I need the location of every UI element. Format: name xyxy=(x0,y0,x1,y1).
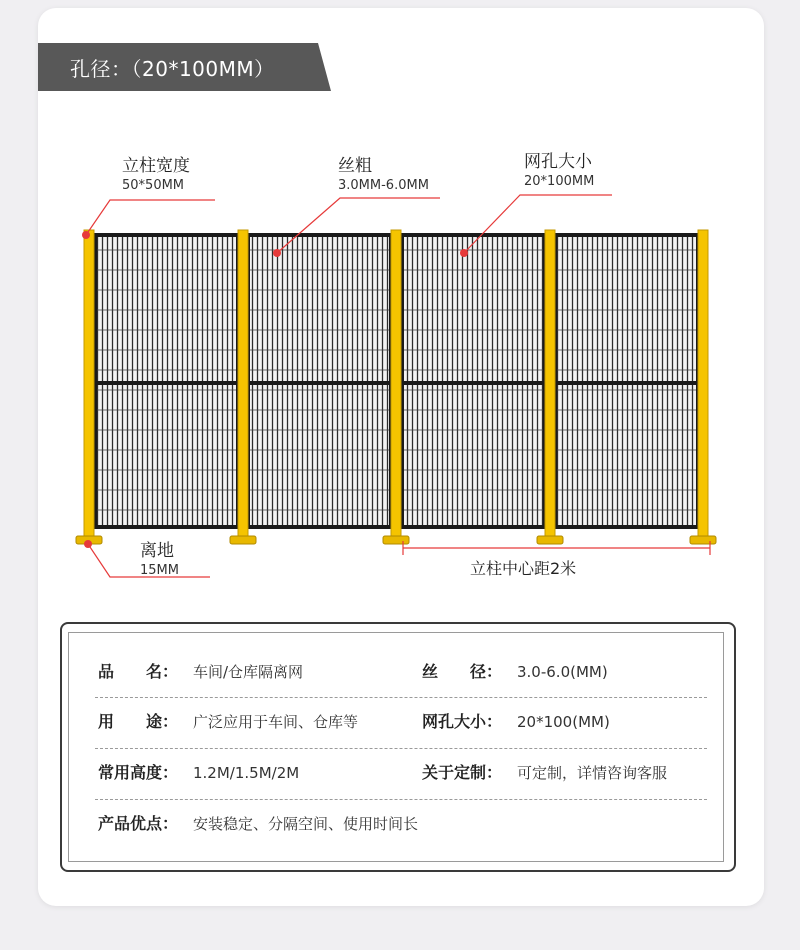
callout-mesh-label: 网孔大小 xyxy=(524,152,592,172)
fence-panel-2 xyxy=(248,235,391,527)
callout-ground xyxy=(140,540,179,580)
spec-value-product-name: 车间/仓库隔离网 xyxy=(193,663,304,681)
spec-label-usage: 用 途： xyxy=(98,712,179,731)
callout-mesh-value: 20*100MM xyxy=(524,174,595,189)
spec-label-product-name: 品 名： xyxy=(98,662,179,681)
spec-row-4 xyxy=(68,799,724,849)
spec-label-mesh-size: 网孔大小： xyxy=(422,712,503,731)
callout-post-width-label: 立柱宽度 xyxy=(122,156,190,176)
callout-wire-label: 丝粗 xyxy=(338,156,372,176)
spec-value-height: 1.2M/1.5M/2M xyxy=(193,764,300,782)
spec-label-advantage: 产品优点： xyxy=(98,814,179,833)
callout-span: 立柱中心距2米 xyxy=(470,559,577,578)
callout-wire xyxy=(338,155,429,195)
callout-ground-value: 15MM xyxy=(140,563,179,578)
callout-mesh xyxy=(524,151,594,191)
spec-value-custom: 可定制，详情咨询客服 xyxy=(517,764,668,782)
fence-panel-3 xyxy=(402,235,545,527)
spec-row-2 xyxy=(68,697,724,747)
spec-row-3 xyxy=(68,748,724,798)
callout-ground-label: 离地 xyxy=(140,541,174,561)
fence-panel-1 xyxy=(95,235,238,527)
spec-value-usage: 广泛应用于车间、仓库等 xyxy=(193,713,359,731)
callout-post-width xyxy=(122,155,190,195)
spec-label-wire-dia: 丝 径： xyxy=(422,662,503,681)
callout-wire-value: 3.0MM-6.0MM xyxy=(338,178,429,193)
spec-row-1 xyxy=(68,647,724,697)
spec-label-custom: 关于定制： xyxy=(422,763,503,782)
banner-title: 孔径：（20*100MM） xyxy=(70,57,275,81)
spec-value-advantage: 安装稳定、分隔空间、使用时间长 xyxy=(193,815,419,833)
callout-post-width-value: 50*50MM xyxy=(122,178,185,193)
fence-panel-4 xyxy=(555,235,698,527)
spec-value-wire-dia: 3.0-6.0(MM) xyxy=(517,663,608,681)
spec-value-mesh-size: 20*100(MM) xyxy=(517,713,610,731)
spec-label-height: 常用高度： xyxy=(98,763,179,782)
